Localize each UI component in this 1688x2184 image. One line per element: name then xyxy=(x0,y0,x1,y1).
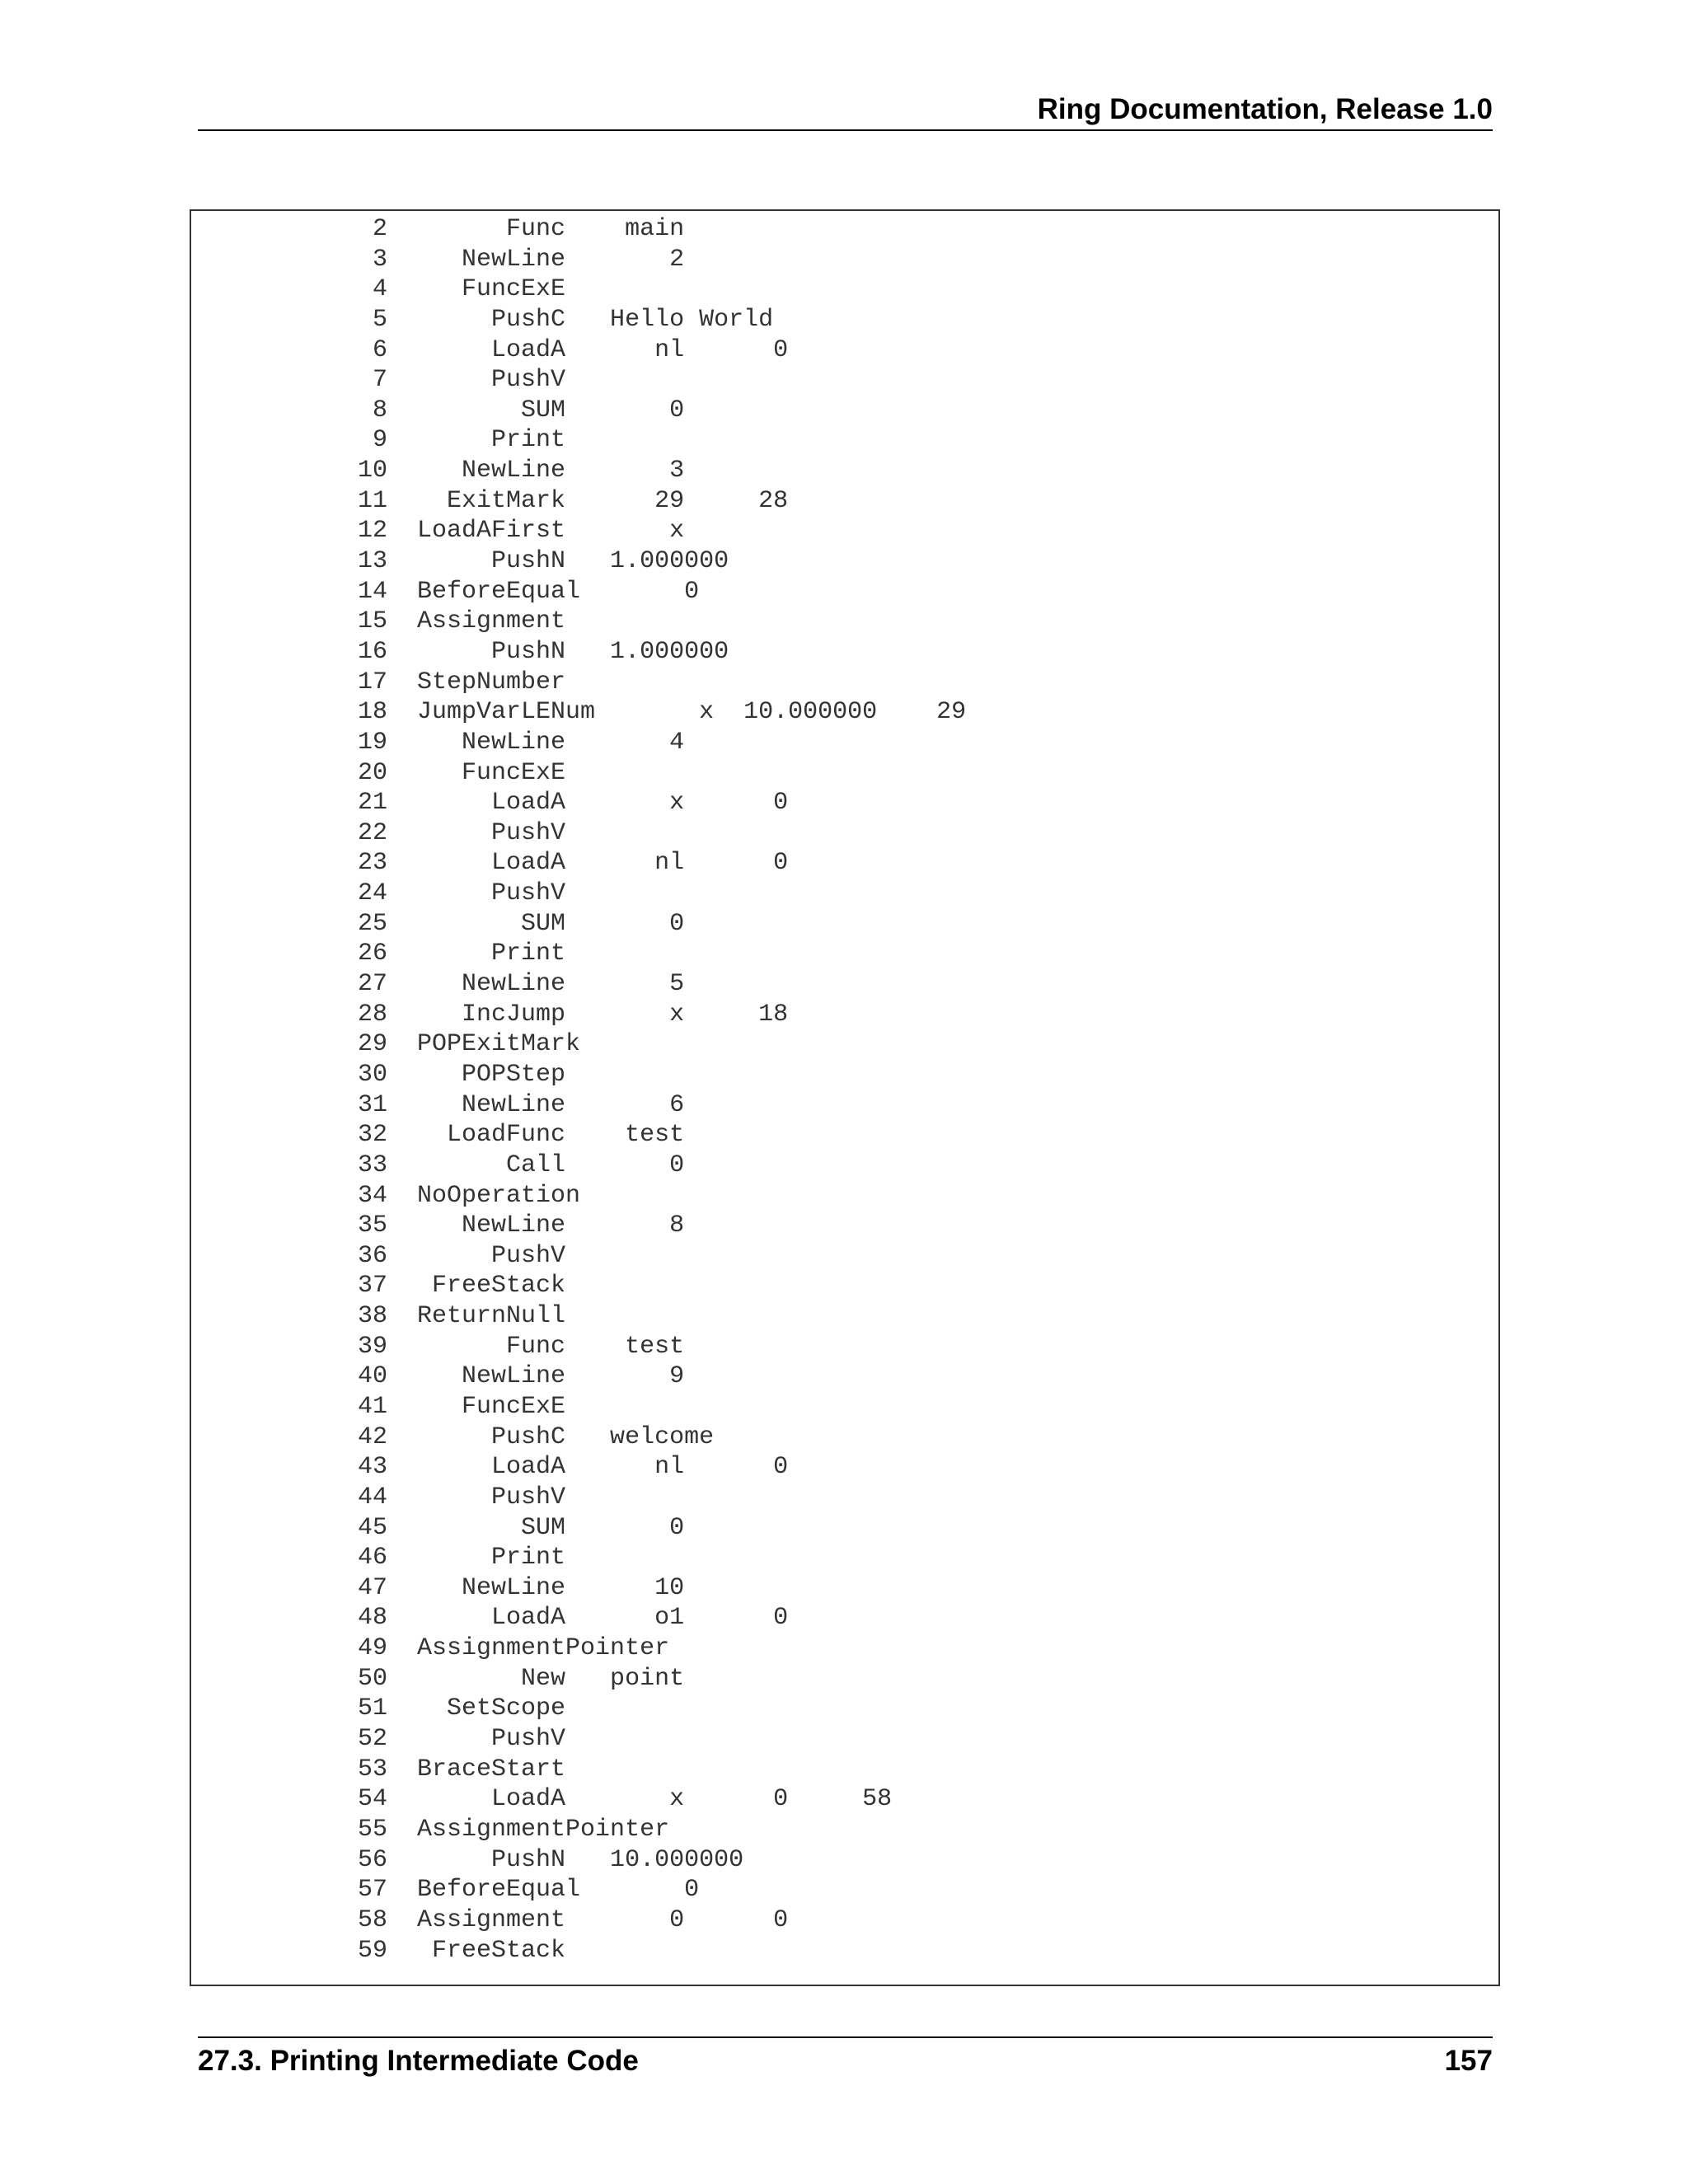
code-line: 41 FuncExE xyxy=(298,1392,566,1421)
code-line: 58 Assignment 0 0 xyxy=(298,1905,789,1934)
code-line: 22 PushV xyxy=(298,818,566,847)
code-line: 16 PushN 1.000000 xyxy=(298,637,729,666)
code-line: 6 LoadA nl 0 xyxy=(298,335,789,364)
code-line: 17 StepNumber xyxy=(298,668,566,696)
footer-page-number: 157 xyxy=(1444,2045,1493,2077)
page-header-title: Ring Documentation, Release 1.0 xyxy=(1037,93,1493,125)
code-line: 40 NewLine 9 xyxy=(298,1362,685,1391)
code-line: 7 PushV xyxy=(298,366,566,395)
code-line: 15 Assignment xyxy=(298,607,566,636)
code-line: 37 FreeStack xyxy=(298,1272,566,1301)
code-line: 44 PushV xyxy=(298,1483,566,1511)
code-line: 20 FuncExE xyxy=(298,758,566,787)
code-line: 9 Print xyxy=(298,426,566,455)
code-line: 42 PushC welcome xyxy=(298,1422,715,1451)
code-line: 11 ExitMark 29 28 xyxy=(298,486,789,515)
header-divider xyxy=(198,129,1493,131)
code-line: 23 LoadA nl 0 xyxy=(298,849,789,878)
footer-section-title: 27.3. Printing Intermediate Code xyxy=(198,2045,639,2077)
code-line: 53 BraceStart xyxy=(298,1755,566,1783)
code-line: 13 PushN 1.000000 xyxy=(298,547,729,576)
code-line: 47 NewLine 10 xyxy=(298,1573,685,1602)
code-line: 30 POPStep xyxy=(298,1060,566,1089)
code-line: 55 AssignmentPointer xyxy=(298,1815,670,1844)
code-line: 49 AssignmentPointer xyxy=(298,1634,670,1663)
code-line: 54 LoadA x 0 58 xyxy=(298,1785,893,1814)
code-listing-box xyxy=(190,209,1500,1986)
code-line: 8 SUM 0 xyxy=(298,396,685,424)
code-line: 35 NewLine 8 xyxy=(298,1212,685,1240)
code-line: 43 LoadA nl 0 xyxy=(298,1453,789,1482)
code-line: 24 PushV xyxy=(298,879,566,908)
code-line: 52 PushV xyxy=(298,1725,566,1754)
code-line: 25 SUM 0 xyxy=(298,909,685,938)
code-line: 48 LoadA o1 0 xyxy=(298,1604,789,1633)
code-line: 2 Func main xyxy=(298,215,685,243)
code-line: 32 LoadFunc test xyxy=(298,1121,685,1150)
code-line: 51 SetScope xyxy=(298,1694,566,1723)
code-line: 29 POPExitMark xyxy=(298,1030,581,1059)
code-line: 38 ReturnNull xyxy=(298,1302,566,1331)
code-line: 4 FuncExE xyxy=(298,275,566,304)
code-line: 36 PushV xyxy=(298,1241,566,1270)
code-line: 33 Call 0 xyxy=(298,1151,685,1179)
code-listing xyxy=(298,214,966,1966)
code-line: 39 Func test xyxy=(298,1332,685,1361)
code-line: 56 PushN 10.000000 xyxy=(298,1845,744,1874)
code-line: 26 Print xyxy=(298,940,566,968)
code-line: 21 LoadA x 0 xyxy=(298,789,789,818)
code-line: 14 BeforeEqual 0 xyxy=(298,577,700,606)
code-line: 57 BeforeEqual 0 xyxy=(298,1876,700,1905)
footer-divider xyxy=(198,2036,1493,2038)
code-line: 28 IncJump x 18 xyxy=(298,1000,789,1029)
code-line: 59 FreeStack xyxy=(298,1936,566,1965)
code-line: 3 NewLine 2 xyxy=(298,245,685,274)
code-line: 46 Print xyxy=(298,1544,566,1572)
code-line: 27 NewLine 5 xyxy=(298,970,685,999)
code-line: 12 LoadAFirst x xyxy=(298,517,685,546)
code-line: 18 JumpVarLENum x 10.000000 29 xyxy=(298,698,967,727)
code-line: 10 NewLine 3 xyxy=(298,457,685,485)
code-line: 31 NewLine 6 xyxy=(298,1090,685,1119)
code-line: 5 PushC Hello World xyxy=(298,305,774,334)
code-line: 50 New point xyxy=(298,1664,685,1693)
code-line: 45 SUM 0 xyxy=(298,1513,685,1542)
code-line: 19 NewLine 4 xyxy=(298,728,685,757)
code-line: 34 NoOperation xyxy=(298,1181,581,1210)
